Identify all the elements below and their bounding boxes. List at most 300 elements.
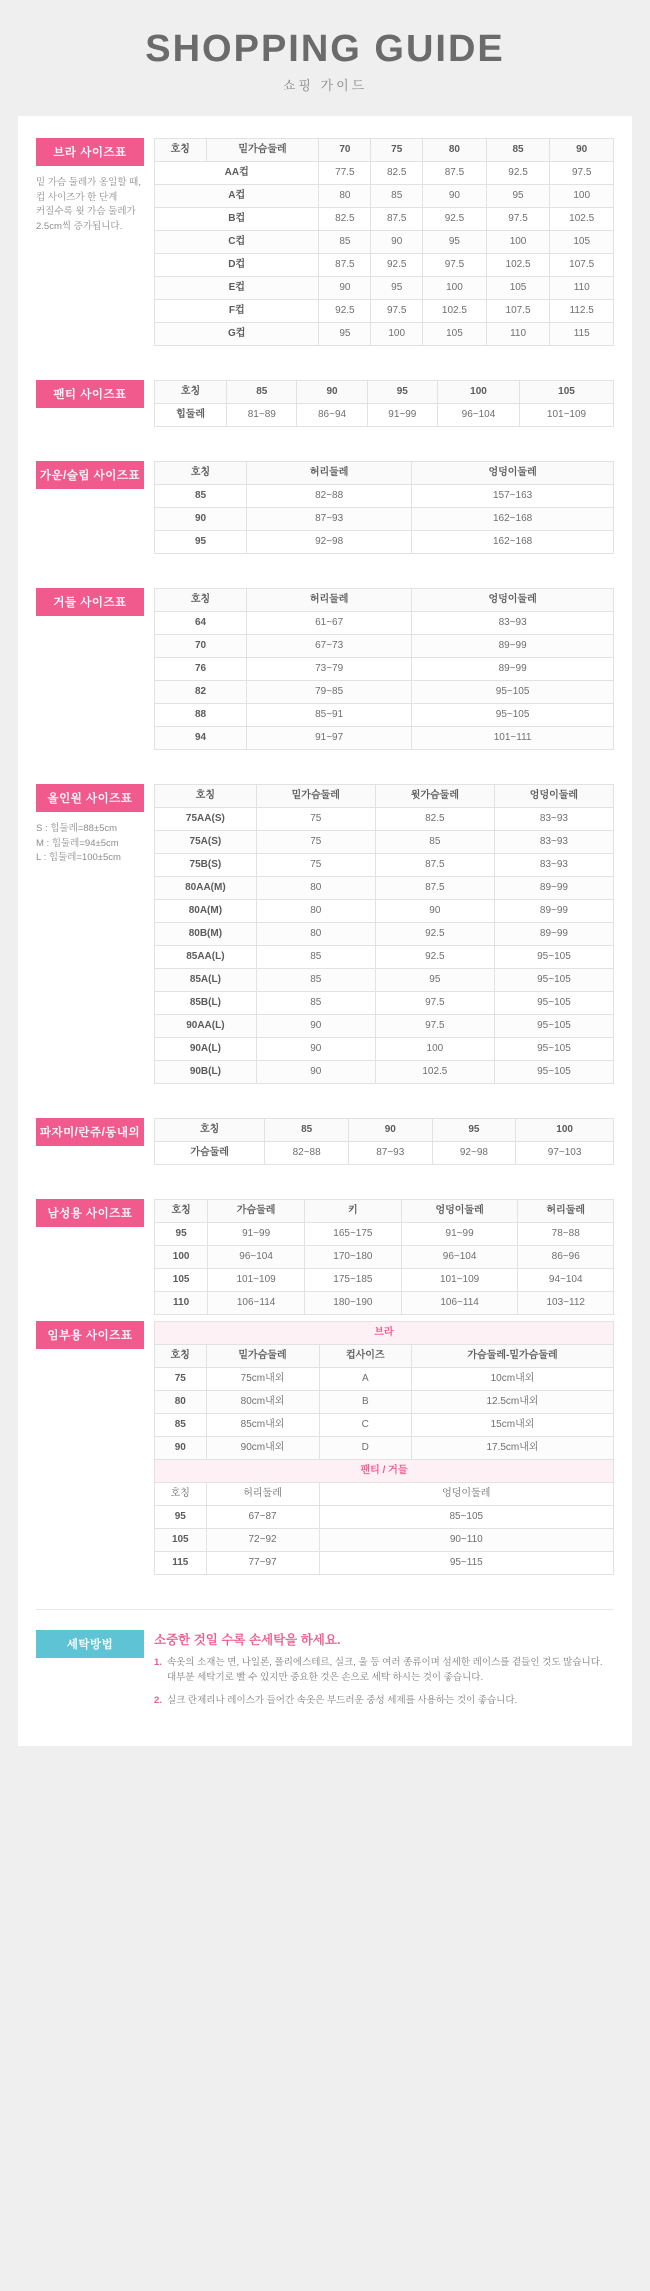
table-cell: 87.5 — [375, 877, 494, 900]
maternity-table-head — [155, 1322, 614, 1368]
section-table-col — [154, 461, 614, 554]
maternity-headers1-row — [155, 1345, 614, 1368]
table-cell: E컵 — [155, 277, 319, 300]
table-cell: 101~109 — [208, 1269, 305, 1292]
table-cell: 90 — [371, 231, 423, 254]
table-header-cell: 100 — [437, 381, 519, 404]
table-cell: B — [319, 1391, 411, 1414]
table-cell: 91~99 — [401, 1223, 518, 1246]
table-cell: 89~99 — [494, 923, 613, 946]
size-table — [154, 380, 614, 427]
table-cell: 92.5 — [319, 300, 371, 323]
table-cell: 91~99 — [367, 404, 437, 427]
section-table-col — [154, 138, 614, 346]
table-row — [155, 831, 614, 854]
table-row — [155, 323, 614, 346]
table-cell: 92~98 — [247, 531, 412, 554]
table-cell: 105 — [155, 1529, 207, 1552]
table-cell: 112.5 — [550, 300, 614, 323]
table-cell: 105 — [550, 231, 614, 254]
table-cell: 92.5 — [371, 254, 423, 277]
table-cell: 115 — [550, 323, 614, 346]
table-cell: 가슴둘레 — [155, 1142, 265, 1165]
table-cell: 105 — [423, 323, 487, 346]
table-header-cell: 호칭 — [155, 785, 257, 808]
table-row — [155, 946, 614, 969]
section-tag: 거들 사이즈표 — [36, 588, 144, 616]
table-cell: F컵 — [155, 300, 319, 323]
table-cell: 94 — [155, 727, 247, 750]
table-cell: 80 — [256, 877, 375, 900]
table-cell: 110 — [550, 277, 614, 300]
table-header-cell: 밑가슴둘레 — [256, 785, 375, 808]
table-row — [155, 1246, 614, 1269]
table-cell: B컵 — [155, 208, 319, 231]
table-cell: 15cm내외 — [412, 1414, 614, 1437]
table-header-cell: 윗가슴둘레 — [375, 785, 494, 808]
section-tag: 남성용 사이즈표 — [36, 1199, 144, 1227]
table-cell: 90 — [319, 277, 371, 300]
table-cell: 82 — [155, 681, 247, 704]
table-cell: 102.5 — [375, 1061, 494, 1084]
table-cell: D컵 — [155, 254, 319, 277]
table-cell: A — [319, 1368, 411, 1391]
table-cell: 73~79 — [247, 658, 412, 681]
table-row — [155, 1437, 614, 1460]
table-body — [155, 1223, 614, 1315]
table-cell: 80 — [319, 185, 371, 208]
table-cell: 67~87 — [206, 1506, 319, 1529]
table-cell: 97.5 — [371, 300, 423, 323]
table-cell: 61~67 — [247, 612, 412, 635]
table-cell: 103~112 — [518, 1292, 614, 1315]
table-cell: 79~85 — [247, 681, 412, 704]
section-size-chart — [36, 1118, 614, 1165]
table-body — [155, 162, 614, 346]
table-header-cell: 80 — [423, 139, 487, 162]
table-cell: 105 — [486, 277, 550, 300]
table-row — [155, 1142, 614, 1165]
size-chart-sections — [36, 138, 614, 1315]
table-cell: D — [319, 1437, 411, 1460]
table-cell: 115 — [155, 1552, 207, 1575]
table-row — [155, 635, 614, 658]
table-row — [155, 1552, 614, 1575]
table-cell: 87.5 — [319, 254, 371, 277]
table-header-cell: 85 — [265, 1119, 349, 1142]
maternity-header-cell: 호칭 — [155, 1345, 207, 1368]
table-cell: 80AA(M) — [155, 877, 257, 900]
table-cell: 80A(M) — [155, 900, 257, 923]
table-header-cell: 엉덩이둘레 — [401, 1200, 518, 1223]
table-cell: 100 — [423, 277, 487, 300]
table-cell: 180~190 — [305, 1292, 402, 1315]
table-cell: 82~88 — [265, 1142, 349, 1165]
table-row — [155, 277, 614, 300]
section-size-chart — [36, 784, 614, 1084]
table-cell: 96~104 — [401, 1246, 518, 1269]
washing-instruction-item — [154, 1694, 614, 1709]
table-header-cell: 90 — [297, 381, 367, 404]
table-header-cell: 엉덩이둘레 — [494, 785, 613, 808]
table-header-cell: 키 — [305, 1200, 402, 1223]
table-head — [155, 1200, 614, 1223]
page-title: SHOPPING GUIDE — [145, 28, 505, 70]
table-row — [155, 1391, 614, 1414]
section-label-col — [36, 588, 154, 750]
table-cell: 162~168 — [412, 508, 614, 531]
table-cell: 89~99 — [494, 900, 613, 923]
section-size-chart — [36, 138, 614, 346]
table-cell: 97.5 — [423, 254, 487, 277]
table-cell: 75 — [256, 831, 375, 854]
maternity-headers2-row — [155, 1483, 614, 1506]
table-cell: 102.5 — [486, 254, 550, 277]
table-cell: 85 — [371, 185, 423, 208]
table-cell: G컵 — [155, 323, 319, 346]
table-cell: 75AA(S) — [155, 808, 257, 831]
table-cell: 76 — [155, 658, 247, 681]
table-cell: 80cm내외 — [206, 1391, 319, 1414]
table-header-row — [155, 462, 614, 485]
table-header-cell: 100 — [516, 1119, 614, 1142]
table-cell: 107.5 — [486, 300, 550, 323]
table-cell: 95~105 — [412, 704, 614, 727]
table-cell: 85 — [375, 831, 494, 854]
washing-item-number: 1. — [154, 1657, 162, 1668]
table-header-cell: 85 — [486, 139, 550, 162]
page-subtitle: 쇼핑 가이드 — [282, 78, 368, 93]
section-table-col — [154, 1199, 614, 1315]
table-header-cell: 호칭 — [155, 1119, 265, 1142]
table-cell: 92.5 — [375, 946, 494, 969]
table-header-row — [155, 1119, 614, 1142]
table-cell: 91~99 — [208, 1223, 305, 1246]
section-note-line: S : 힙둘레=88±5cm — [36, 823, 118, 834]
table-body — [155, 612, 614, 750]
washing-instruction-item — [154, 1656, 614, 1685]
size-table — [154, 1118, 614, 1165]
table-cell: 92.5 — [423, 208, 487, 231]
table-row — [155, 404, 614, 427]
section-table-col — [154, 588, 614, 750]
table-cell: 75 — [256, 808, 375, 831]
table-cell: 106~114 — [208, 1292, 305, 1315]
table-row — [155, 681, 614, 704]
table-cell: 97.5 — [486, 208, 550, 231]
table-header-cell: 90 — [550, 139, 614, 162]
table-cell: 힙둘레 — [155, 404, 227, 427]
table-cell: 95 — [486, 185, 550, 208]
table-row — [155, 877, 614, 900]
section-maternity-table-col — [154, 1321, 614, 1575]
table-row — [155, 1061, 614, 1084]
table-cell: 83~93 — [494, 854, 613, 877]
table-cell: 90 — [256, 1015, 375, 1038]
table-row — [155, 1292, 614, 1315]
table-cell: 95 — [155, 531, 247, 554]
table-cell: 85~91 — [247, 704, 412, 727]
section-maternity-tag: 임부용 사이즈표 — [36, 1321, 144, 1349]
section-washing-label-col — [36, 1630, 154, 1718]
section-note-line: 2.5cm씩 증가됩니다. — [36, 221, 123, 233]
section-tag: 브라 사이즈표 — [36, 138, 144, 166]
maternity-header-cell: 밑가슴둘레 — [206, 1345, 319, 1368]
maternity-table-body-panty — [155, 1506, 614, 1575]
section-label-col — [36, 138, 154, 346]
table-head — [155, 1119, 614, 1142]
table-cell: 12.5cm내외 — [412, 1391, 614, 1414]
table-header-cell: 105 — [520, 381, 614, 404]
table-cell: 64 — [155, 612, 247, 635]
table-cell: 95 — [155, 1506, 207, 1529]
table-head — [155, 139, 614, 162]
table-cell: 85 — [256, 946, 375, 969]
table-cell: 75B(S) — [155, 854, 257, 877]
table-cell: 95~105 — [494, 1038, 613, 1061]
table-row — [155, 1038, 614, 1061]
maternity-group2-row — [155, 1460, 614, 1483]
table-header-cell: 엉덩이둘레 — [412, 589, 614, 612]
maternity-table-body-bra — [155, 1368, 614, 1460]
table-cell: 75A(S) — [155, 831, 257, 854]
table-cell: 95~115 — [319, 1552, 613, 1575]
table-cell: 90 — [256, 1061, 375, 1084]
table-cell: 95 — [423, 231, 487, 254]
table-row — [155, 1015, 614, 1038]
table-row — [155, 1529, 614, 1552]
table-cell: 90cm내외 — [206, 1437, 319, 1460]
table-cell: 67~73 — [247, 635, 412, 658]
table-cell: 89~99 — [412, 635, 614, 658]
table-cell: AA컵 — [155, 162, 319, 185]
section-note-line: 컵 사이즈가 한 단계 — [36, 191, 118, 203]
maternity-header-cell: 컵사이즈 — [319, 1345, 411, 1368]
table-header-cell: 95 — [367, 381, 437, 404]
table-header-cell: 호칭 — [155, 139, 207, 162]
table-row — [155, 1414, 614, 1437]
table-cell: 101~111 — [412, 727, 614, 750]
table-header-row — [155, 139, 614, 162]
table-cell: 90 — [256, 1038, 375, 1061]
washing-item-text: 실크 란제리나 레이스가 들어간 속옷은 부드러운 중성 세제를 사용하는 것이 좋습니다. — [166, 1695, 518, 1707]
section-table-col — [154, 1118, 614, 1165]
table-row — [155, 992, 614, 1015]
table-row — [155, 900, 614, 923]
table-cell: 95~105 — [494, 992, 613, 1015]
maternity-header-cell: 엉덩이둘레 — [319, 1483, 613, 1506]
table-row — [155, 508, 614, 531]
section-note-line: M : 힙둘레=94±5cm — [36, 837, 119, 849]
table-cell: 95 — [155, 1223, 208, 1246]
table-cell: 82.5 — [319, 208, 371, 231]
table-row — [155, 704, 614, 727]
table-cell: 95~105 — [412, 681, 614, 704]
table-cell: 85 — [155, 485, 247, 508]
section-tag: 올인원 사이즈표 — [36, 784, 144, 812]
section-table-col — [154, 784, 614, 1084]
table-cell: 90B(L) — [155, 1061, 257, 1084]
table-cell: 86~96 — [518, 1246, 614, 1269]
maternity-header-cell: 가슴둘레-밑가슴둘레 — [412, 1345, 614, 1368]
maternity-header-cell: 호칭 — [155, 1483, 207, 1506]
table-cell: 75cm내외 — [206, 1368, 319, 1391]
section-label-col — [36, 1118, 154, 1165]
table-cell: 107.5 — [550, 254, 614, 277]
table-cell: 97.5 — [375, 1015, 494, 1038]
section-tag: 파자미/란쥬/동내의 — [36, 1118, 144, 1146]
maternity-group1-row — [155, 1322, 614, 1345]
table-cell: 105 — [155, 1269, 208, 1292]
table-cell: 95 — [319, 323, 371, 346]
table-cell: 83~93 — [494, 808, 613, 831]
table-cell: 97.5 — [550, 162, 614, 185]
table-cell: 89~99 — [494, 877, 613, 900]
table-cell: 89~99 — [412, 658, 614, 681]
maternity-group2-label: 팬티 / 거들 — [155, 1460, 614, 1483]
table-body — [155, 485, 614, 554]
table-cell: 95~105 — [494, 969, 613, 992]
table-cell: 80 — [256, 900, 375, 923]
table-cell: 90 — [423, 185, 487, 208]
table-cell: 70 — [155, 635, 247, 658]
table-cell: 90 — [155, 508, 247, 531]
table-cell: 90~110 — [319, 1529, 613, 1552]
table-row — [155, 1223, 614, 1246]
table-row — [155, 727, 614, 750]
table-header-cell: 85 — [227, 381, 297, 404]
table-cell: 95 — [375, 969, 494, 992]
table-cell: 81~89 — [227, 404, 297, 427]
table-row — [155, 231, 614, 254]
section-maternity-label-col — [36, 1321, 154, 1575]
table-cell: 77.5 — [319, 162, 371, 185]
section-washing — [36, 1609, 614, 1718]
table-cell: 90AA(L) — [155, 1015, 257, 1038]
table-cell: 96~104 — [437, 404, 519, 427]
table-cell: 82.5 — [371, 162, 423, 185]
table-cell: 162~168 — [412, 531, 614, 554]
table-head — [155, 589, 614, 612]
table-cell: 80 — [155, 1391, 207, 1414]
table-cell: 92~98 — [432, 1142, 516, 1165]
table-row — [155, 923, 614, 946]
table-cell: C — [319, 1414, 411, 1437]
table-cell: 85 — [256, 969, 375, 992]
table-cell: 87~93 — [247, 508, 412, 531]
table-header-cell: 허리둘레 — [518, 1200, 614, 1223]
section-tag: 가운/슬립 사이즈표 — [36, 461, 144, 489]
size-table — [154, 461, 614, 554]
table-row — [155, 1506, 614, 1529]
table-header-cell: 호칭 — [155, 1200, 208, 1223]
table-cell: 85A(L) — [155, 969, 257, 992]
table-row — [155, 854, 614, 877]
table-cell: 90A(L) — [155, 1038, 257, 1061]
table-cell: 95~105 — [494, 946, 613, 969]
table-cell: 80 — [256, 923, 375, 946]
section-note-line: 커질수록 윗 가슴 둘레가 — [36, 206, 136, 218]
table-cell: 85AA(L) — [155, 946, 257, 969]
size-table — [154, 784, 614, 1084]
table-cell: 10cm내외 — [412, 1368, 614, 1391]
table-cell: 100 — [375, 1038, 494, 1061]
maternity-header-cell: 허리둘레 — [206, 1483, 319, 1506]
maternity-group1-label: 브라 — [155, 1322, 614, 1345]
table-cell: 100 — [371, 323, 423, 346]
table-cell: 95 — [371, 277, 423, 300]
table-cell: 90 — [375, 900, 494, 923]
table-header-cell: 75 — [371, 139, 423, 162]
washing-item-text: 속옷의 소재는 면, 나일론, 폴리에스테르, 실크, 울 등 여러 종류이며 섬세한 레이스를 곁들인 것도 많습니다. 대부분 세탁기로 빨 수 있지만 중요한 것은 손으로 세탁 하시는 것이 좋습니다. — [166, 1657, 603, 1683]
section-size-chart — [36, 1199, 614, 1315]
size-table — [154, 138, 614, 346]
table-cell: 94~104 — [518, 1269, 614, 1292]
section-table-col — [154, 380, 614, 427]
table-cell: 85 — [155, 1414, 207, 1437]
section-label-col — [36, 1199, 154, 1315]
washing-item-number: 2. — [154, 1695, 162, 1707]
table-cell: 85B(L) — [155, 992, 257, 1015]
table-cell: 170~180 — [305, 1246, 402, 1269]
table-cell: 85cm내외 — [206, 1414, 319, 1437]
table-row — [155, 658, 614, 681]
table-cell: 175~185 — [305, 1269, 402, 1292]
table-cell: 106~114 — [401, 1292, 518, 1315]
table-cell: 87.5 — [423, 162, 487, 185]
table-row — [155, 1269, 614, 1292]
table-header-cell: 허리둘레 — [247, 462, 412, 485]
table-row — [155, 185, 614, 208]
table-cell: 77~97 — [206, 1552, 319, 1575]
table-row — [155, 300, 614, 323]
table-cell: 88 — [155, 704, 247, 727]
section-size-chart — [36, 588, 614, 750]
table-cell: 83~93 — [412, 612, 614, 635]
washing-title: 소중한 것일 수록 손세탁을 하세요. — [154, 1633, 341, 1647]
table-cell: 165~175 — [305, 1223, 402, 1246]
size-table — [154, 588, 614, 750]
table-header-cell: 호칭 — [155, 462, 247, 485]
table-cell: 87.5 — [375, 854, 494, 877]
section-size-chart — [36, 461, 614, 554]
table-body — [155, 404, 614, 427]
table-cell: 110 — [486, 323, 550, 346]
table-cell: 100 — [486, 231, 550, 254]
table-head — [155, 381, 614, 404]
table-cell: 85 — [256, 992, 375, 1015]
table-row — [155, 485, 614, 508]
section-label-col — [36, 461, 154, 554]
table-row — [155, 969, 614, 992]
table-cell: 157~163 — [412, 485, 614, 508]
table-cell: 90 — [155, 1437, 207, 1460]
table-cell: 75 — [155, 1368, 207, 1391]
table-row — [155, 254, 614, 277]
table-cell: 100 — [550, 185, 614, 208]
table-cell: 80B(M) — [155, 923, 257, 946]
table-cell: 102.5 — [423, 300, 487, 323]
table-cell: 96~104 — [208, 1246, 305, 1269]
table-header-cell: 95 — [432, 1119, 516, 1142]
table-cell: 101~109 — [401, 1269, 518, 1292]
guide-content — [18, 116, 632, 1746]
table-row — [155, 612, 614, 635]
table-row — [155, 531, 614, 554]
table-cell: 85 — [319, 231, 371, 254]
table-body — [155, 1142, 614, 1165]
section-tag: 팬티 사이즈표 — [36, 380, 144, 408]
